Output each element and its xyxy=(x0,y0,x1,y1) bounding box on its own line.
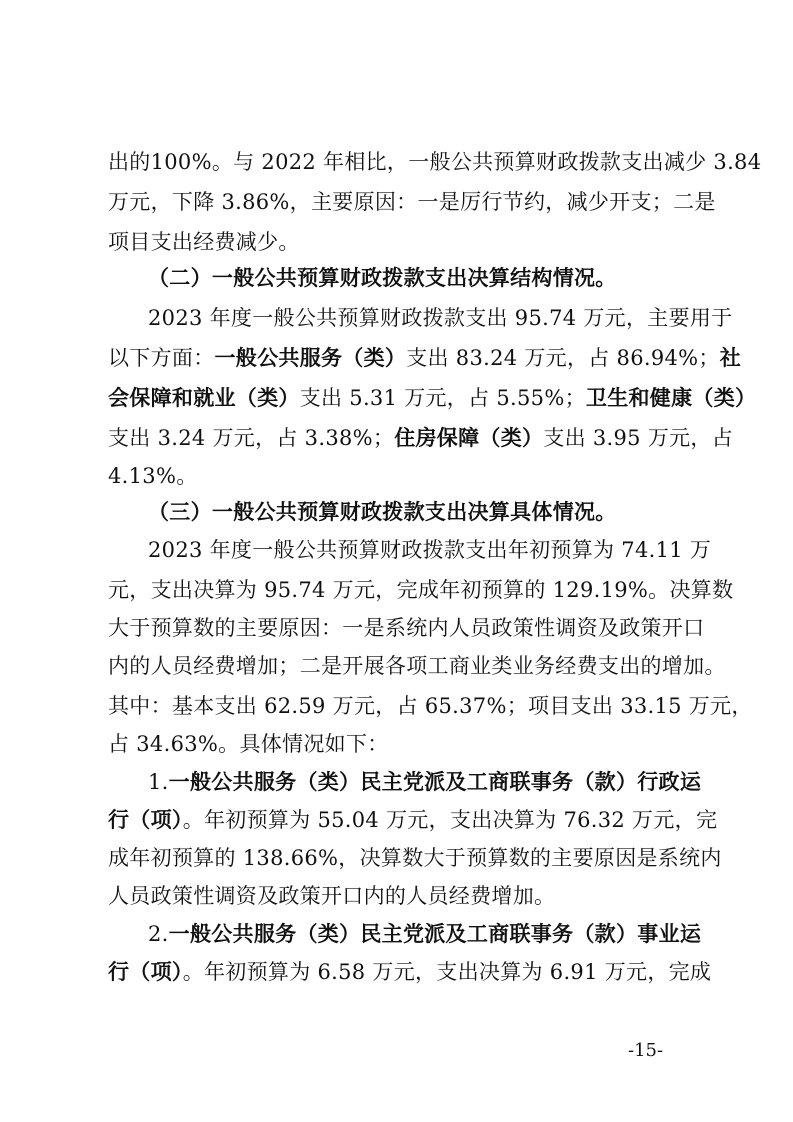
text-span: 。年初预算为 6.58 万元，支出决算为 6.91 万元，完成 xyxy=(182,960,712,984)
paragraph-line: 元，支出决算为 95.74 万元，完成年初预算的 129.19%。决算数 xyxy=(108,578,734,602)
list-item-line xyxy=(108,805,718,835)
list-number: 2. xyxy=(148,922,169,946)
list-item-line xyxy=(148,919,702,949)
list-item-line xyxy=(148,767,702,797)
text-span: 支出 5.31 万元，占 5.55%； xyxy=(299,386,586,410)
bold-text-span: 一般公共服务（类） xyxy=(214,345,407,370)
text-span: 以下方面： xyxy=(108,346,215,370)
text-span: 。年初预算为 55.04 万元，支出决算为 76.32 万元，完 xyxy=(182,808,718,832)
paragraph-line: 项目支出经费减少。 xyxy=(108,230,300,254)
paragraph-line: 大于预算数的主要原因：一是系统内人员政策性调资及政策开口 xyxy=(108,616,705,640)
paragraph-line: 万元，下降 3.86%，主要原因：一是厉行节约，减少开支；二是 xyxy=(108,190,716,214)
paragraph-line xyxy=(108,383,757,413)
bold-text-span: 住房保障（类） xyxy=(394,425,544,450)
paragraph-line: 2023 年度一般公共预算财政拨款支出年初预算为 74.11 万 xyxy=(148,538,712,562)
paragraph-line: 内的人员经费增加；二是开展各项工商业类业务经费支出的增加。 xyxy=(108,654,726,678)
bold-text-span: 卫生和健康（类） xyxy=(585,385,757,410)
bold-text-span: 行（项） xyxy=(108,807,183,832)
paragraph-line: 出的100%。与 2022 年相比，一般公共预算财政拨款支出减少 3.84 xyxy=(108,150,762,174)
bold-text-span: 社 xyxy=(719,345,742,370)
paragraph-line: 其中：基本支出 62.59 万元，占 65.37%；项目支出 33.15 万元， xyxy=(108,694,753,718)
text-span: 支出 3.95 万元，占 xyxy=(543,426,734,450)
list-item-line xyxy=(108,957,712,987)
paragraph-line: 4.13%。 xyxy=(108,464,198,488)
text-span: 支出 83.24 万元，占 86.94%； xyxy=(406,346,720,370)
text-span: 支出 3.24 万元，占 3.38%； xyxy=(108,426,395,450)
page-number: -15- xyxy=(628,1040,664,1061)
list-item-line: 成年初预算的 138.66%，决算数大于预算数的主要原因是系统内 xyxy=(108,846,722,870)
paragraph-line: 2023 年度一般公共预算财政拨款支出 95.74 万元，主要用于 xyxy=(148,306,733,330)
bold-text-span: 行（项） xyxy=(108,959,183,984)
list-number: 1. xyxy=(148,770,169,794)
paragraph-line xyxy=(108,343,742,373)
bold-text-span: 一般公共服务（类）民主党派及工商联事务（款）行政运 xyxy=(168,769,702,794)
paragraph-line: 占 34.63%。具体情况如下： xyxy=(108,732,389,756)
paragraph-line xyxy=(108,423,734,453)
list-item-line: 人员政策性调资及政策开口内的人员经费增加。 xyxy=(108,884,556,908)
section-heading: （二）一般公共预算财政拨款支出决算结构情况。 xyxy=(148,265,617,290)
bold-text-span: 一般公共服务（类）民主党派及工商联事务（款）事业运 xyxy=(168,921,702,946)
bold-text-span: 会保障和就业（类） xyxy=(108,385,300,410)
section-heading: （三）一般公共预算财政拨款支出决算具体情况。 xyxy=(148,499,617,524)
